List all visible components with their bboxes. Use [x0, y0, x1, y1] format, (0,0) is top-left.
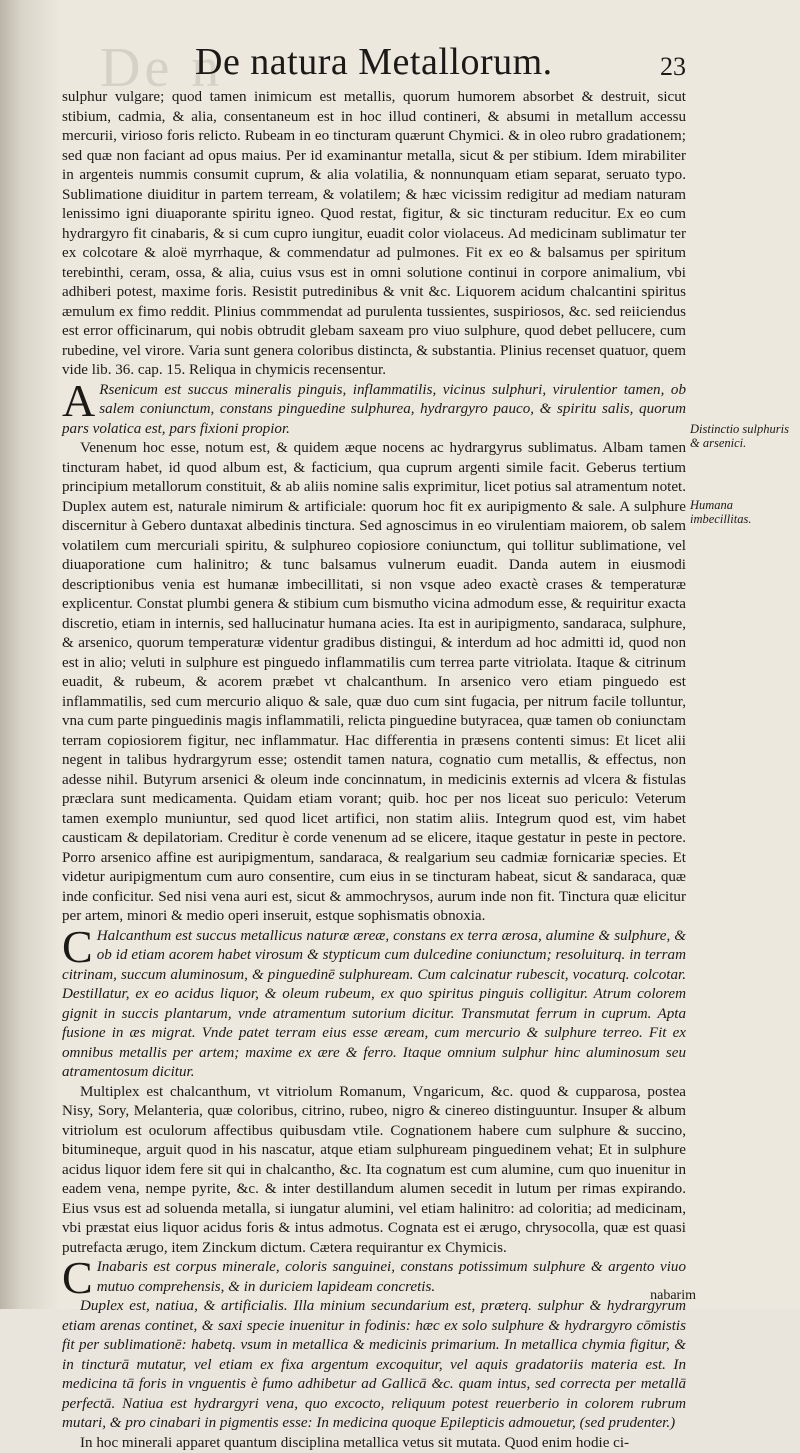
arsenicum-definition-text: Rsenicum est succus mineralis pinguis, inflammatilis, vicinus sulphuri, virulentior tamen, ob salem coniunctum, constans pinguedine sulphurea, hydrargyro pauco, & spiritu salis, quorum pars volatica est, pars fixioni propior.	[62, 382, 686, 437]
cinabaris-definition	[62, 1258, 686, 1297]
arsenicum-definition	[62, 381, 686, 440]
cinabaris-text: In hoc minerali apparet quantum disciplina metallica vetus sit mutata. Quod enim hodie ci-	[62, 1434, 686, 1453]
main-text	[62, 88, 686, 1453]
drop-cap-a: A	[62, 383, 95, 419]
page-number: 23	[660, 52, 686, 82]
chalcanthum-definition	[62, 927, 686, 1083]
bleed-through-text: De n	[100, 36, 223, 100]
arsenicum-text: Venenum hoc esse, notum est, & quidem æque nocens ac hydrargyrus sublimatus. Albam tamen tincturam habet, id quod album est, & facticium, qua cuprum argenti simile facit. Geberus tertium principium metallorum constituit, & ab aliis nomine salis exprimitur, licet potius sal atramentum notet. Duplex autem est, naturale nimirum & artificiale: quorum hoc fit ex auripigmento & sale. A sulphure discernitur à Gebero duntaxat albedinis tinctura. Sed agnoscimus in eo virulentiam maiorem, ob salem volatilem cum mercuriali spiritu, & sulphureo copiosiore coniunctum, qui tollitur sublimatione, vel diuaporatione cum halinitro; & tunc balsamus vulnerum euadit. Danda autem in eiusmodi descriptionibus venia est humanæ imbecillitati, si non vsque adeo exactè crases & temperaturæ explicentur. Constat plumbi genera & stibium cum bismutho vicina admodum esse, & requiritur exacta discretio, etiam in internis, sed hallucinatur humana acies. Ita est in auripigmento, sandaraca, sulphure, & arsenico, quorum temperaturæ videntur gradibus distingui, & interdum ad hoc admitti id, quod non est in alio; veluti in sulphure est pinguedo inflammatilis cum terrea parte vitriolata. Itaque & citrinum euadit, & rubeum, & acorem præbet vt chalcanthum. In arsenico vero etiam pinguedo est inflammatilis, sed cum mercurio aliquo & sale, quæ duo cum sint fugacia, per nitrum facile tolluntur, vna cum parte pinguedinis magis inflammatili, relicta pinguedine butyracea, quæ tamen ob coniunctam terram copiosiorem figitur, nec inflammatur. Hac differentia in præsens contenti simus: Et licet alii negent in talibus hydrargyrum esse; ostendit tamen natura, cognatio cum metallis, & effectus, non adesse nihil. Butyrum arsenici & oleum inde concinnatum, in medicinis externis ad vlcera & fistulas præclara sunt medicamenta. Quidam etiam vorant; quib. hoc per nos liceat suo periculo: Veterum tamen exemplo muniuntur, sed quod licet artifici, non statim aliis. Integrum quod est, vim habet causticam & depilatoriam. Creditur è corde venenum ad se elicere, itaque gestatur in peste in pectore. Porro arsenico affine est auripigmentum, sandaraca, & realgarium seu cadmiæ fornicariæ species. Et videtur auripigmentum cum auro consentire, cum eius in se tincturam habeat, sicut & sandaraca, quæ inde conficitur. Sed nisi vena auri est, sicut & ammochrysos, aurum inde non fit. Tinctura quæ elicitur per artem, minori & medio operi inseruit, estque sophismatis obnoxia.	[62, 439, 686, 927]
margin-note-imbecillitas: Humana imbecillitas.	[690, 498, 795, 526]
cinabaris-detail: Duplex est, natiua, & artificialis. Illa minium secundarium est, præterq. sulphur & hydrargyrum etiam arenas continet, & saxi specie inuenitur in fodinis: hæc ex solo sulphure & hydrargyro cōmistis fit per sublimationē: habetq. vsum in metallica & medicinis primarium. In metallica chymia figitur, & in tincturā mutatur, vel etiam ex fixa argentum excoquitur, vel aquis gradatoriis materia est. In medicina tā foris in vnguentis è fumo adhibetur ad Gallicā &c. quam intus, sed correcta per metallā perfectā. Natiua est hydrargyri vena, quo excocto, reliquum potest reuerberio in colorem rubrum mutari, & pro cinabari in pigmentis esse: In medicina quoque Epilepticis admouetur, (sed prudenter.)	[62, 1297, 686, 1434]
paragraph-sulphur: sulphur vulgare; quod tamen inimicum est metallis, quorum humorem absorbet & destruit, sicut stibium, cadmia, & alia, consentaneum est in hoc illud contineri, & absumi in metallum accessu mercurii, virioso foris relicto. Rubeam in eo tincturam quærunt Chymici. & in oleo rubro gradationem; sed quæ non faciant ad opus maius. Per id examinantur metalla, sicut & per stibium. Idem mirabiliter in argenteis nummis consumit cuprum, & alia volatilia, & nonnunquam etiam separat, seruato typo. Sublimatione diuiditur in partem terream, & volatilem; & hæc vicissim redigitur ad mediam naturam lenissimo igni diuaporante spiritu igneo. Quod restat, figitur, & sic tincturam reducitur. Ex eo cum hydrargyro fit cinabaris, & si cum cupro iungitur, euadit color violaceus. Ad medicinam sublimatur ter ex colcotare & aloë myrrhaque, & commendatur ad pulmones. Fit ex eo & balsamus per spiritum terebinthi, ceram, ossa, & alia, cuius vsus est in omni solutione continui in corpore animalium, vbi adhiberi potest, maxime foris. Resistit putredinibus & vnit &c. Liquorem acidum chalcantini spiritus æmulum ex fimo reddit. Plinius commmendat ad purulenta tussientes, suspiriosos, &c. sed reiiciendus est error officinarum, qui nobis obtrudit glebam saxeam pro viuo sulphure, quod debet pellucere, cum rubedine, vel virore. Varia sunt genera coloribus distincta, & substantia. Plinius recenset quatuor, quem vide lib. 36. cap. 15. Reliqua in chymicis recensentur.	[62, 88, 686, 381]
catchword: nabarim	[650, 1288, 696, 1304]
margin-note-distinctio: Distinctio sulphuris & arsenici.	[690, 422, 795, 450]
cinabaris-definition-text: Inabaris est corpus minerale, coloris sanguinei, constans potissimum sulphure & argento viuo mutuo comprehensis, & in duriciem lapideam concretis.	[97, 1259, 686, 1295]
running-title: De natura Metallorum.	[195, 40, 553, 84]
chalcanthum-definition-text: Halcanthum est succus metallicus naturæ æreæ, constans ex terra ærosa, alumine & sulphure, & ob id etiam acorem habet virosum & stypticum cum dulcedine coniunctum; resoluiturq. in terram citrinam, succum aluminosum, & pinguedinē sulphuream. Cum calcinatur rubescit, vocaturq. colcotar. Destillatur, ex eo acidus liquor, & oleum rubeum, ex quo spiritus pinguis colligitur. Atrum colorem gignit in succis plantarum, vnde atramentum sutorium dicitur. Transmutat ferrum in cuprum. Apta fusione in æs migrat. Vnde patet terram eius esse æream, cum mercurio & sulphure terreo. Fit ex omnibus metallis per artem; maxime ex ære & ferro. Itaque omnium sulphur hinc aluminosum seu atramentosum dicitur.	[62, 928, 686, 1081]
chalcanthum-text: Multiplex est chalcanthum, vt vitriolum Romanum, Vngaricum, &c. quod & cupparosa, postea Nisy, Sory, Melanteria, quæ coloribus, citrino, rubeo, nigro & cinereo distinguuntur. Insuper & album vitriolum est oculorum affectibus quibusdam vtile. Cognationem habere cum sulphure & succino, bitumineque, arguit quod in his nascatur, atque etiam sulphuream pinguedinem vehat; Et in sulphure acidus liquor idem fere sit qui in chalcantho, &c. Ita cognatum est cum alumine, cum quo inuenitur in eadem vena, nempe pyrite, &c. & inter destillandum alumen secedit in lutum per rimas expirando. Eius vsus est ad soluenda metalla, si iungatur alumini, vel etiam halinitro: ad coloritia; ad medicinam, vbi præstat eius liquor acidus foris & intus admotus. Cognata est ei ærugo, chrysocolla, quæ est quasi putrefacta ærugo, item Zinckum dictum. Cætera requirantur ex Chymicis.	[62, 1083, 686, 1259]
drop-cap-c: C	[62, 929, 93, 965]
page-gutter-shadow	[0, 0, 60, 1309]
drop-cap-c2: C	[62, 1260, 93, 1296]
